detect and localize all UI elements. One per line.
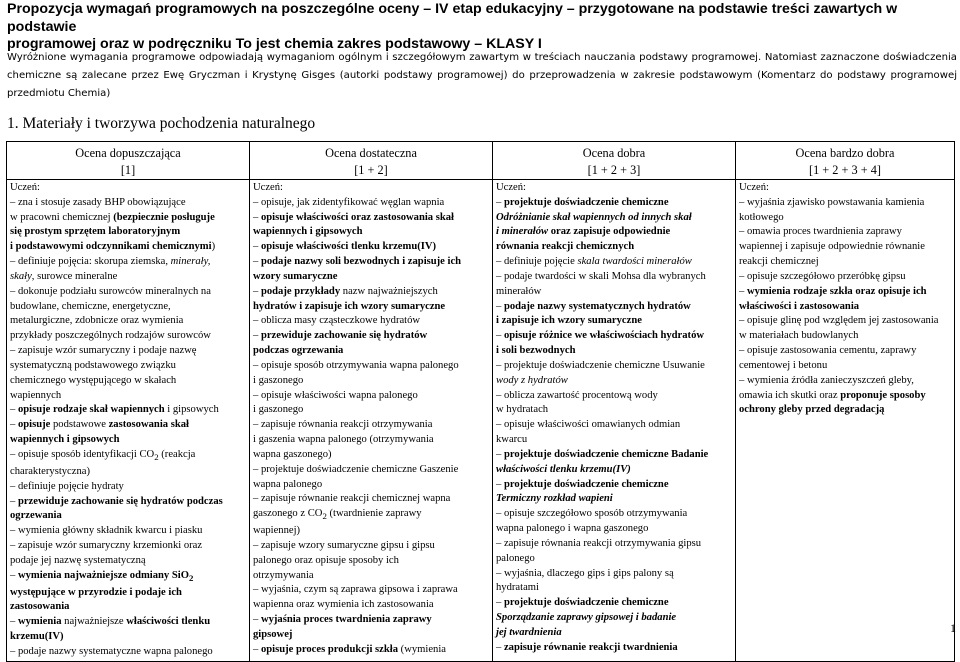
text-run: minerały,: [170, 256, 211, 268]
requirement-line: [496, 418, 732, 433]
text-run: wapienna oraz wymienia ich zastosowania: [253, 599, 434, 611]
text-run: –: [253, 614, 261, 626]
cell-grade-1: [7, 180, 250, 662]
text-run: – definiuje pojęcie: [496, 256, 578, 268]
requirement-line: [10, 448, 246, 465]
requirement-line: [496, 329, 732, 344]
text-run: palonego: [496, 552, 535, 564]
requirement-line: [10, 615, 246, 630]
requirement-line: [253, 240, 489, 255]
requirement-line: [496, 314, 732, 329]
text-run: wapna gaszonego): [253, 448, 332, 460]
text-run: opisuje proces produkcji szkła: [260, 643, 399, 655]
text-run: projektuje doświadczenie chemiczne: [503, 597, 669, 609]
requirement-line: [253, 181, 489, 196]
text-run: – definiuje pojęcie hydraty: [10, 480, 124, 492]
header-grade-1: [7, 142, 250, 180]
text-run: wapiennej): [253, 525, 301, 537]
requirement-line: [253, 418, 489, 433]
text-run: przykłady poszczególnych rodzajów surowców: [10, 330, 211, 342]
requirement-line: [10, 480, 246, 495]
text-run: Odróżnianie skał wapiennych od innych skał: [496, 211, 692, 223]
text-run: – wyjaśnia zjawisko powstawania kamienia: [739, 196, 925, 208]
text-run: występujące w przyrodzie i podaje ich: [10, 586, 182, 598]
text-run: wzory sumaryczne: [253, 270, 338, 282]
text-run: opisuje właściwości oraz zastosowania skał: [260, 211, 454, 223]
text-run: – wyjaśnia, dlaczego gips i gips palony są: [496, 567, 674, 579]
requirement-line: [10, 181, 246, 196]
header-name: Ocena bardzo dobra: [795, 146, 895, 160]
text-run: (bezpiecznie posługuje: [113, 211, 215, 223]
requirement-line: [739, 300, 951, 315]
text-run: – dokonuje podziału surowców mineralnych na: [10, 285, 211, 297]
requirement-line: [253, 285, 489, 300]
text-run: otrzymywania: [253, 569, 314, 581]
requirement-line: [253, 478, 489, 493]
text-run: opisuje: [17, 419, 51, 431]
requirement-line: [253, 613, 489, 628]
requirement-line: [253, 433, 489, 448]
requirement-line: [10, 359, 246, 374]
requirement-line: [10, 285, 246, 300]
requirement-line: [253, 643, 489, 658]
requirement-line: [496, 240, 732, 255]
requirement-line: [10, 374, 246, 389]
text-run: opisuje właściwości tlenku krzemu(IV): [260, 241, 437, 253]
text-run: projektuje doświadczenie chemiczne Badanie: [503, 448, 709, 460]
requirement-line: [739, 196, 951, 211]
header-range: [1 + 2 + 3 + 4]: [808, 162, 882, 177]
requirement-line: [496, 285, 732, 300]
text-run: – opisuje zastosowania cementu, zaprawy: [739, 345, 917, 357]
text-run: minerałów: [496, 285, 542, 297]
text-run: – wymienia źródła zanieczyszczeń gleby,: [739, 374, 914, 386]
requirement-line: [253, 211, 489, 226]
requirement-line: [10, 211, 246, 226]
text-run: i minerałów: [496, 226, 549, 238]
text-run: –: [496, 641, 504, 653]
text-run: opisuje różnice we właściwościach hydratów: [503, 330, 705, 342]
requirement-line: [496, 181, 732, 196]
text-run: –: [739, 285, 747, 297]
text-run: –: [496, 196, 504, 208]
text-run: –: [496, 300, 504, 312]
text-run: – opisuje szczegółowo przeróbkę gipsu: [739, 270, 906, 282]
requirement-line: [10, 524, 246, 539]
text-run: – opisuje glinę pod względem jej zastosowania: [739, 315, 939, 327]
requirement-line: [253, 628, 489, 643]
requirement-line: [496, 300, 732, 315]
text-run: wapna palonego i wapna gaszonego: [496, 523, 649, 535]
header-grade-2: [250, 142, 493, 180]
text-run: wymienia: [17, 616, 62, 628]
requirement-line: [10, 645, 246, 660]
text-run: krzemu(IV): [10, 631, 64, 643]
requirement-line: [496, 552, 732, 567]
text-run: – opisuje sposób otrzymywania wapna palonego: [253, 359, 459, 371]
text-run: wapiennej i zapisuje odpowiednie równanie: [739, 241, 925, 253]
requirement-line: [496, 403, 732, 418]
text-run: podaje nazwy systematycznych hydratów: [503, 300, 691, 312]
requirement-line: [496, 537, 732, 552]
requirement-line: [739, 270, 951, 285]
text-run: – opisuje właściwości omawianych odmian: [496, 419, 681, 431]
document-title: [7, 1, 955, 54]
requirement-line: [739, 225, 951, 240]
text-run: wapiennych: [10, 389, 62, 401]
text-run: wymienia najważniejsze: [17, 569, 130, 581]
text-run: jej twardnienia: [496, 626, 562, 638]
requirement-line: [739, 359, 951, 374]
text-run: i gaszonego: [253, 374, 304, 386]
requirement-line: [10, 495, 246, 510]
text-run: zastosowania skał: [108, 419, 189, 431]
text-run: –: [496, 330, 504, 342]
requirement-line: [10, 465, 246, 480]
requirement-line: [253, 374, 489, 389]
requirement-line: [253, 507, 489, 524]
text-run: , surowce mineralne: [31, 270, 118, 282]
header-grade-3: [493, 142, 736, 180]
text-run: projektuje doświadczenie chemiczne: [503, 478, 669, 490]
requirement-line: [253, 255, 489, 270]
text-run: –: [253, 643, 261, 655]
text-run: ochrony gleby przed degradacją: [739, 404, 885, 416]
requirement-line: [496, 374, 732, 389]
text-run: systematyczną podstawowego związku: [10, 359, 176, 371]
text-run: skala twardości minerałów: [577, 256, 692, 268]
requirement-line: [739, 344, 951, 359]
requirement-line: [253, 344, 489, 359]
text-run: wapiennych i gipsowych: [10, 434, 120, 446]
requirement-line: [253, 270, 489, 285]
text-run: – definiuje pojęcia: skorupa ziemska,: [10, 256, 171, 268]
text-run: gaszonego z CO: [253, 508, 323, 520]
text-run: –: [253, 285, 261, 297]
requirement-line: [496, 225, 732, 240]
text-run: wapiennych i gipsowych: [253, 226, 363, 238]
text-run: kotłowego: [739, 211, 784, 223]
text-run: opisuje rodzaje skał wapiennych: [17, 404, 165, 416]
text-run: – opisuje szczegółowo sposób otrzymywania: [496, 508, 688, 520]
text-run: skały: [10, 270, 32, 282]
requirement-line: [253, 196, 489, 211]
requirements-table: [6, 141, 955, 662]
title-line-1: Propozycja wymagań programowych na poszczególne oceny – IV etap edukacyjny – przygotowane na podstawie treści zawartych w podstawie: [7, 1, 898, 35]
text-run: –: [10, 569, 18, 581]
text-run: i gipsowych: [164, 404, 219, 416]
text-run: kwarcu: [496, 434, 528, 446]
text-run: hydratów i zapisuje ich wzory sumaryczne: [253, 300, 446, 312]
text-run: – omawia proces twardnienia zaprawy: [739, 226, 902, 238]
header-name: Ocena dostateczna: [325, 146, 417, 160]
text-run: oraz zapisuje odpowiednie: [548, 226, 671, 238]
requirement-line: [253, 524, 489, 539]
text-run: – wymienia główny składnik kwarcu i piasku: [10, 525, 203, 537]
requirement-line: [253, 569, 489, 584]
requirement-line: [10, 314, 246, 329]
requirement-line: [253, 539, 489, 554]
requirement-line: [496, 596, 732, 611]
cell-grade-3: [493, 180, 736, 662]
requirement-line: [496, 463, 732, 478]
text-run: – zapisuje wzór sumaryczny krzemionki oraz: [10, 539, 203, 551]
text-run: w pracowni chemicznej: [10, 211, 114, 223]
requirement-line: [10, 300, 246, 315]
text-run: cementowej i betonu: [739, 359, 828, 371]
requirement-line: [10, 329, 246, 344]
requirement-line: [253, 314, 489, 329]
requirement-line: [253, 225, 489, 240]
text-run: Uczeń:: [253, 182, 283, 193]
text-run: wapna palonego: [253, 478, 323, 490]
text-run: –: [10, 616, 18, 628]
requirement-line: [253, 598, 489, 613]
text-run: się prostym sprzętem laboratoryjnym: [10, 226, 181, 238]
text-run: – projektuje doświadczenie chemiczne Usuwanie: [496, 359, 705, 371]
requirement-line: [10, 196, 246, 211]
requirement-line: [739, 329, 951, 344]
text-run: – opisuje właściwości wapna palonego: [253, 389, 418, 401]
text-run: proponuje sposoby: [840, 389, 926, 401]
text-run: wymienia rodzaje szkła oraz opisuje ich: [746, 285, 927, 297]
text-run: ): [211, 241, 216, 253]
header-name: Ocena dopuszczająca: [75, 146, 181, 160]
requirement-line: [496, 581, 732, 596]
text-run: –: [10, 495, 18, 507]
cell-grade-2: [250, 180, 493, 662]
text-run: zastosowania: [10, 601, 70, 613]
text-run: Termiczny rozkład wapieni: [496, 493, 613, 505]
page-number: 1: [950, 621, 956, 635]
text-run: właściwości tlenku: [126, 616, 211, 628]
text-run: podaje nazwy soli bezwodnych i zapisuje ich: [260, 256, 462, 268]
header-range: [1 + 2]: [354, 162, 388, 177]
requirement-line: [739, 389, 951, 404]
requirement-line: [739, 314, 951, 329]
requirement-line: [253, 329, 489, 344]
requirement-line: [10, 403, 246, 418]
requirement-line: [253, 359, 489, 374]
text-run: właściwości i zastosowania: [739, 300, 860, 312]
requirement-line: [496, 196, 732, 211]
requirement-line: [496, 344, 732, 359]
text-run: – oblicza masy cząsteczkowe hydratów: [253, 315, 421, 327]
text-run: Sporządzanie zaprawy gipsowej i badanie: [496, 612, 677, 624]
text-run: i gaszonego: [253, 404, 304, 416]
text-run: (wymienia: [398, 643, 446, 655]
requirement-line: [496, 478, 732, 493]
text-run: – oblicza zawartość procentową wody: [496, 389, 658, 401]
text-run: –: [253, 211, 261, 223]
requirement-line: [496, 611, 732, 626]
requirement-line: [496, 626, 732, 641]
requirement-line: [496, 255, 732, 270]
text-run: wyjaśnia proces twardnienia zaprawy: [260, 614, 432, 626]
requirement-line: [10, 554, 246, 569]
text-run: Uczeń:: [10, 182, 40, 193]
text-run: i gaszenia wapna palonego (otrzymywania: [253, 434, 434, 446]
text-run: i zapisuje ich wzory sumaryczne: [496, 315, 642, 327]
text-run: –: [496, 597, 504, 609]
text-run: właściwości tlenku krzemu(IV): [496, 463, 631, 475]
text-run: (twardnienie zaprawy: [326, 508, 422, 520]
text-run: palonego oraz opisuje sposoby ich: [253, 554, 399, 566]
requirement-line: [10, 240, 246, 255]
requirement-line: [10, 225, 246, 240]
text-run: nazw najważniejszych: [340, 285, 438, 297]
requirement-line: [739, 240, 951, 255]
text-run: – zapisuje wzór sumaryczny i podaje nazwę: [10, 345, 197, 357]
text-run: podczas ogrzewania: [253, 345, 344, 357]
text-run: najważniejsze: [61, 616, 127, 628]
text-run: 2: [188, 572, 194, 583]
header-range: [1]: [120, 162, 136, 177]
text-run: – wyjaśnia, czym są zaprawa gipsowa i zaprawa: [253, 584, 458, 596]
header-name: Ocena dobra: [582, 146, 646, 160]
requirement-line: [10, 569, 246, 586]
text-run: w materiałach budowlanych: [739, 330, 859, 342]
table-row: [7, 180, 955, 662]
intro-paragraph: Wyróżnione wymagania programowe odpowiadają wymaganiom ogólnym i szczegółowym zawartym w treściach nauczania podstawy programowej. Natomiast zaznaczone doświadczenia chemiczne są zalecane przez Ewę Gryczman i Krystynę Gisges (autorki podstawy programowej) do przeprowadzenia w zakresie podstawowym (Komentarz do podstawy programowej przedmiotu Chemia): [7, 52, 957, 100]
text-run: – zapisuje wzory sumaryczne gipsu i gipsu: [253, 539, 435, 551]
requirement-line: [496, 567, 732, 582]
header-range: [1 + 2 + 3]: [587, 162, 641, 177]
text-run: reakcji chemicznej: [739, 256, 819, 268]
text-run: – zna i stosuje zasady BHP obowiązujące: [10, 196, 186, 208]
requirement-line: [253, 389, 489, 404]
text-run: chemicznego występującego w skałach: [10, 374, 177, 386]
text-run: – projektuje doświadczenie chemiczne Gaszenie: [253, 463, 459, 475]
text-run: metalurgiczne, zdobnicze oraz wymienia: [10, 315, 184, 327]
text-run: ogrzewania: [10, 510, 62, 522]
requirement-line: [496, 641, 732, 656]
requirement-line: [253, 492, 489, 507]
requirement-line: [739, 403, 951, 418]
requirement-line: [739, 255, 951, 270]
text-run: – opisuje, jak zidentyfikować węglan wapnia: [253, 196, 445, 208]
header-grade-4: [736, 142, 955, 180]
text-run: hydratami: [496, 582, 539, 594]
text-run: (reakcja: [158, 448, 196, 460]
requirement-line: [253, 448, 489, 463]
requirement-line: [496, 522, 732, 537]
requirement-line: [496, 448, 732, 463]
text-run: –: [10, 419, 18, 431]
text-run: –: [496, 478, 504, 490]
text-run: przewiduje zachowanie się hydratów podczas: [17, 495, 223, 507]
requirement-line: [496, 270, 732, 285]
text-run: –: [253, 330, 261, 342]
requirement-line: [10, 539, 246, 554]
text-run: –: [10, 404, 18, 416]
requirement-line: [10, 270, 246, 285]
text-run: – zapisuje równania reakcji otrzymywania: [253, 419, 433, 431]
table-header-row: [7, 142, 955, 180]
requirement-line: [10, 630, 246, 645]
text-run: – podaje twardości w skali Mohsa dla wybranych: [496, 270, 706, 282]
text-run: projektuje doświadczenie chemiczne: [503, 196, 669, 208]
text-run: zapisuje równanie reakcji twardnienia: [503, 641, 678, 653]
text-run: gipsowej: [253, 628, 293, 640]
text-run: przewiduje zachowanie się hydratów: [260, 330, 428, 342]
text-run: – podaje nazwy systematyczne wapna palonego: [10, 645, 213, 657]
text-run: równania reakcji chemicznych: [496, 241, 635, 253]
text-run: w hydratach: [496, 404, 549, 416]
text-run: – zapisuje równania reakcji otrzymywania gipsu: [496, 537, 702, 549]
text-run: podstawowe: [50, 419, 109, 431]
text-run: budowlane, chemiczne, energetyczne,: [10, 300, 171, 312]
text-run: –: [496, 448, 504, 460]
requirement-line: [739, 285, 951, 300]
text-run: podaje jej nazwę systematyczną: [10, 554, 146, 566]
requirement-line: [10, 344, 246, 359]
requirement-line: [253, 403, 489, 418]
requirement-line: [739, 374, 951, 389]
requirement-line: [496, 359, 732, 374]
requirement-line: [496, 433, 732, 448]
requirement-line: [253, 583, 489, 598]
section-heading: 1. Materiały i tworzywa pochodzenia naturalnego: [7, 115, 316, 132]
text-run: 2: [322, 511, 327, 522]
text-run: –: [253, 241, 261, 253]
requirement-line: [10, 586, 246, 601]
requirement-line: [10, 255, 246, 270]
text-run: podaje przykłady: [260, 285, 341, 297]
requirement-line: [253, 463, 489, 478]
text-run: odmiany SiO: [129, 569, 189, 581]
text-run: – zapisuje równanie reakcji chemicznej wapna: [253, 493, 451, 505]
requirement-line: [10, 509, 246, 524]
text-run: omawia ich skutki oraz: [739, 389, 841, 401]
text-run: 2: [154, 452, 159, 463]
text-run: Uczeń:: [739, 182, 769, 193]
text-run: i soli bezwodnych: [496, 345, 576, 357]
requirement-line: [496, 492, 732, 507]
requirement-line: [253, 554, 489, 569]
requirement-line: [739, 181, 951, 196]
requirement-line: [496, 507, 732, 522]
cell-grade-4: [736, 180, 955, 662]
requirement-line: [496, 211, 732, 226]
requirement-line: [739, 211, 951, 226]
requirement-line: [10, 433, 246, 448]
text-run: Uczeń:: [496, 182, 526, 193]
requirement-line: [496, 389, 732, 404]
text-run: i podstawowymi odczynnikami chemicznymi: [10, 241, 212, 253]
text-run: wody z hydratów: [496, 374, 568, 386]
requirement-line: [10, 600, 246, 615]
text-run: – opisuje sposób identyfikacji CO: [10, 448, 155, 460]
requirement-line: [253, 300, 489, 315]
title-line-2: programowej oraz w podręczniku To jest chemia zakres podstawowy – KLASY I: [7, 36, 542, 52]
text-run: charakterystyczna): [10, 465, 90, 477]
requirement-line: [10, 418, 246, 433]
text-run: –: [253, 256, 261, 268]
requirement-line: [10, 389, 246, 404]
